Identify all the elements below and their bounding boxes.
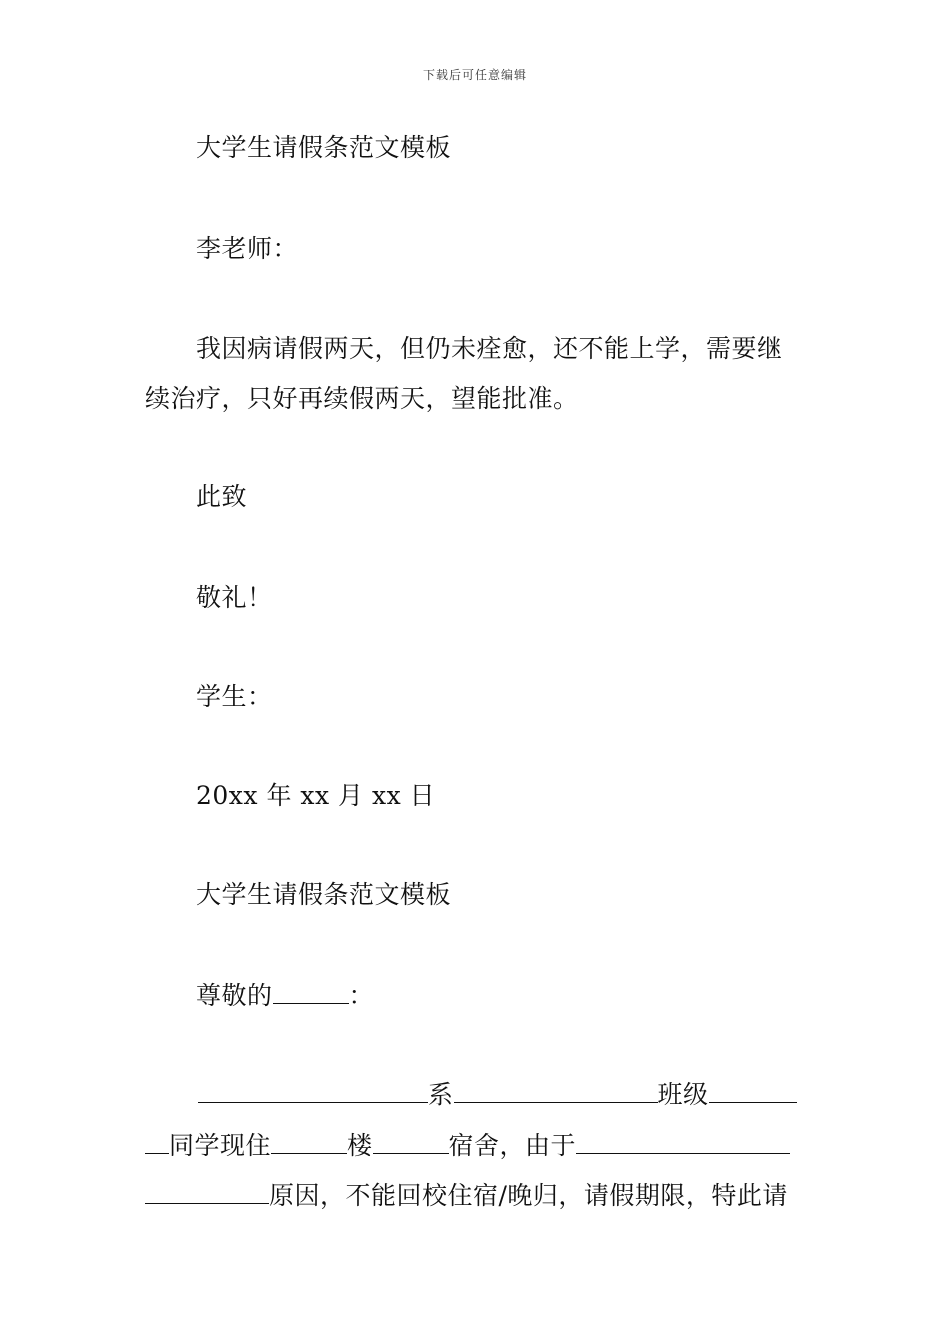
doc2-salutation-suffix: ：	[348, 981, 375, 1010]
doc1-body-line-1: 我因病请假两天，但仍未痊愈，还不能上学，需要继	[196, 334, 783, 363]
major-blank	[454, 1080, 658, 1103]
doc1-date: 20xx 年 xx 月 xx 日	[196, 781, 436, 810]
department-blank	[198, 1080, 428, 1103]
reason-blank-continued	[145, 1181, 269, 1204]
doc2-seg-lou: 楼	[347, 1131, 373, 1160]
doc2-title: 大学生请假条范文模板	[196, 880, 452, 909]
doc2-body-line-2	[145, 1131, 790, 1161]
doc1-signature: 学生：	[196, 682, 273, 711]
doc1-title: 大学生请假条范文模板	[196, 133, 452, 162]
header-note: 下载后可任意编辑	[422, 68, 527, 82]
doc1-salutation: 李老师：	[196, 234, 299, 263]
doc2-seg-xi: 系	[428, 1080, 454, 1109]
recipient-blank	[273, 981, 349, 1004]
doc2-body-line-1	[198, 1080, 797, 1110]
doc1-closing-1: 此致	[196, 482, 248, 511]
building-blank	[271, 1131, 347, 1154]
doc1-closing-2: 敬礼！	[196, 583, 273, 612]
doc2-seg-reason: 原因，不能回校住宿/晚归，请假期限，特此请	[269, 1181, 788, 1210]
doc2-body-line-3	[145, 1181, 788, 1211]
room-blank	[373, 1131, 449, 1154]
doc2-salutation-prefix: 尊敬的	[196, 981, 273, 1010]
class-blank-continued	[145, 1131, 169, 1154]
doc2-seg-sushe: 宿舍，由于	[448, 1131, 577, 1160]
doc1-body-line-2: 续治疗，只好再续假两天，望能批准。	[145, 384, 579, 413]
reason-blank	[576, 1131, 790, 1154]
doc2-seg-banji: 班级	[657, 1080, 709, 1109]
doc2-salutation	[196, 981, 374, 1011]
doc2-seg-tongxue: 同学现住	[169, 1131, 272, 1160]
class-blank	[709, 1080, 797, 1103]
